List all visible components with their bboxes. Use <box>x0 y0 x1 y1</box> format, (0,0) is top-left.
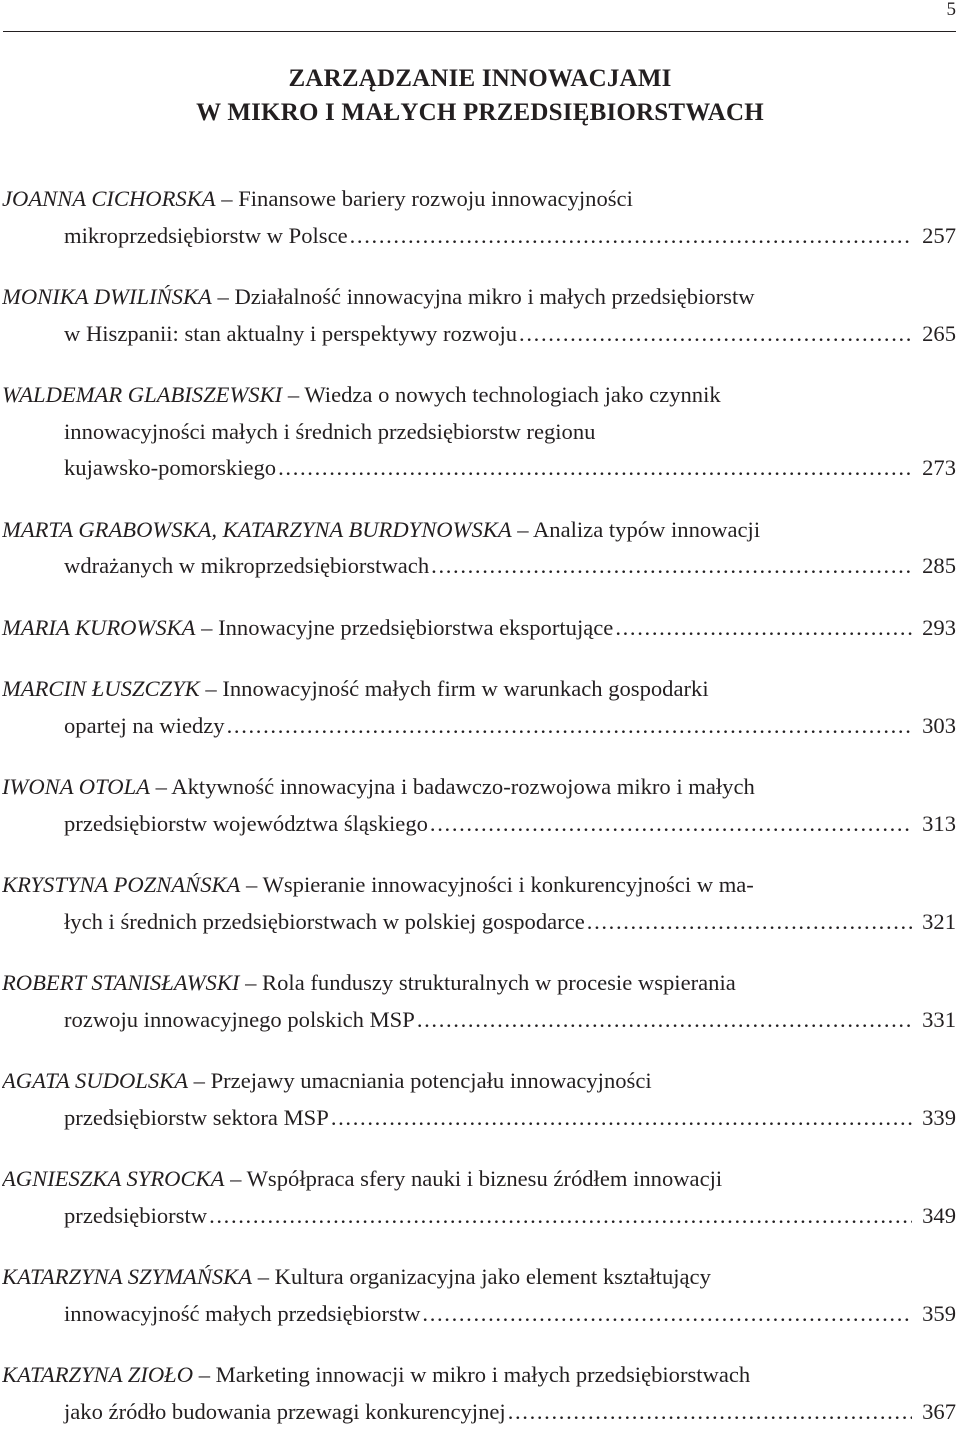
dot-leader <box>278 450 912 487</box>
toc-title-start: Aktywność innowacyjna i badawczo-rozwojowa mikro i małych <box>171 774 755 799</box>
dot-leader <box>209 1198 912 1235</box>
toc-page-number: 285 <box>922 553 956 578</box>
toc-entry-first-line: ROBERT STANISŁAWSKI – Rola funduszy strukturalnych w procesie wspierania <box>2 970 736 995</box>
toc-title-start: Finansowe bariery rozwoju innowacyjności <box>238 186 633 211</box>
toc-title-end: innowacyjność małych przedsiębiorstw <box>64 1300 421 1326</box>
dot-leader <box>615 610 912 647</box>
toc-entry[interactable] <box>0 965 960 1038</box>
toc-page-number: 273 <box>922 455 956 480</box>
toc-entry-first-line: MARTA GRABOWSKA, KATARZYNA BURDYNOWSKA – Analiza typów innowacji <box>2 516 761 542</box>
toc-entry-first-line: WALDEMAR GLABISZEWSKI – Wiedza o nowych technologiach jako czynnik <box>2 382 721 407</box>
toc-entry-last-line <box>2 1296 960 1333</box>
section-title-line-2: W MIKRO I MAŁYCH PRZEDSIĘBIORSTWACH <box>196 99 764 126</box>
toc-title-end: przedsiębiorstw województwa śląskiego <box>64 810 428 836</box>
toc-author: MARTA GRABOWSKA, KATARZYNA BURDYNOWSKA <box>2 516 512 542</box>
toc-author: MARIA KUROWSKA <box>2 614 196 640</box>
toc-page-number: 321 <box>922 908 956 934</box>
dot-leader <box>430 806 912 843</box>
toc-author: ROBERT STANISŁAWSKI <box>2 970 240 995</box>
dot-leader <box>587 904 912 941</box>
toc-entry[interactable] <box>0 181 960 254</box>
toc-author: KATARZYNA ZIOŁO <box>2 1362 194 1387</box>
toc-entry[interactable] <box>0 1357 960 1430</box>
toc-page-number: 349 <box>922 1202 956 1228</box>
toc-title-end: Innowacyjne przedsiębiorstwa eksportujące <box>218 614 614 640</box>
dot-leader <box>519 316 912 353</box>
page-number: 5 <box>946 0 956 20</box>
toc-author: IWONA OTOLA <box>2 774 150 799</box>
toc-entry-last-line <box>2 548 960 585</box>
dot-leader <box>350 218 912 255</box>
toc-author: WALDEMAR GLABISZEWSKI <box>2 382 283 407</box>
toc-entry[interactable] <box>0 1259 960 1332</box>
toc-title-start: Wiedza o nowych technologiach jako czynnik <box>304 382 721 407</box>
toc-title-end: rozwoju innowacyjnego polskich MSP <box>64 1006 415 1032</box>
toc-title-start: Działalność innowacyjna mikro i małych przedsiębiorstw <box>234 284 755 309</box>
toc-title-start: Kultura organizacyjna jako element kształtujący <box>274 1264 711 1289</box>
toc-title-end: łych i średnich przedsiębiorstwach w polskiej gospodarce <box>64 908 585 934</box>
toc-entry-last-line <box>2 610 960 647</box>
toc-entry[interactable] <box>0 279 960 352</box>
toc-title-start: Rola funduszy strukturalnych w procesie wspierania <box>262 970 736 995</box>
toc-entry-last-line <box>2 316 960 353</box>
toc-author: MONIKA DWILIŃSKA <box>2 284 212 309</box>
toc-entry-last-line <box>2 1394 960 1431</box>
toc-entry-first-line: JOANNA CICHORSKA – Finansowe bariery rozwoju innowacyjności <box>2 186 633 211</box>
toc-title-start: Przejawy umacniania potencjału innowacyjności <box>210 1068 652 1093</box>
toc-title-end: opartej na wiedzy <box>64 712 225 738</box>
toc-page-number: 257 <box>922 222 956 248</box>
dot-leader <box>508 1394 912 1431</box>
toc-page-number: 359 <box>922 1300 956 1326</box>
toc-title-end: jako źródło budowania przewagi konkurencyjnej <box>64 1398 506 1424</box>
toc-title-end: przedsiębiorstw sektora MSP <box>64 1104 329 1130</box>
toc-entry-first-line: KATARZYNA SZYMAŃSKA – Kultura organizacyjna jako element kształtujący <box>2 1264 711 1289</box>
toc-page-number: 293 <box>922 614 956 640</box>
toc-entry[interactable] <box>0 1063 960 1136</box>
dot-leader <box>431 548 912 585</box>
toc-entry[interactable] <box>0 867 960 940</box>
toc-title-start: Wspieranie innowacyjności i konkurencyjności w ma- <box>262 872 754 897</box>
toc-entry[interactable] <box>0 671 960 744</box>
toc-page-number: 265 <box>922 320 956 346</box>
toc-title-start: Analiza typów innowacji <box>532 516 761 542</box>
toc-page-number: 313 <box>922 810 956 836</box>
toc-author: KATARZYNA SZYMAŃSKA <box>2 1264 253 1289</box>
toc-title-end: w Hiszpanii: stan aktualny i perspektywy rozwoju <box>64 320 518 346</box>
toc-entry[interactable] <box>0 610 960 647</box>
toc-page-number: 367 <box>922 1398 956 1424</box>
toc-title-start: Współpraca sfery nauki i biznesu źródłem innowacji <box>246 1166 723 1191</box>
section-title-line-1: ZARZĄDZANIE INNOWACJAMI <box>288 65 672 92</box>
toc-entry-last-line <box>2 218 960 255</box>
toc-entry-last-line <box>2 450 960 487</box>
toc-page-number: 331 <box>922 1006 956 1032</box>
toc-entry-last-line <box>2 1198 960 1235</box>
toc-entry[interactable] <box>0 769 960 842</box>
table-of-contents <box>0 181 960 1455</box>
dot-leader <box>422 1296 912 1333</box>
toc-entry[interactable] <box>0 1161 960 1234</box>
toc-title-end: kujawsko-pomorskiego <box>64 455 277 480</box>
toc-title-start: Marketing innowacji w mikro i małych przedsiębiorstwach <box>215 1362 751 1387</box>
toc-entry-last-line <box>2 1100 960 1137</box>
dot-leader <box>331 1100 912 1137</box>
toc-author: MARCIN ŁUSZCZYK <box>2 676 200 701</box>
toc-entry-first-line: AGATA SUDOLSKA – Przejawy umacniania potencjału innowacyjności <box>2 1068 652 1093</box>
dot-leader <box>227 708 912 745</box>
toc-page-number: 303 <box>922 712 956 738</box>
toc-author: AGNIESZKA SYROCKA <box>2 1166 225 1191</box>
toc-entry-last-line <box>2 806 960 843</box>
toc-title-end: przedsiębiorstw <box>64 1202 208 1228</box>
toc-entry[interactable] <box>0 512 960 585</box>
toc-entry[interactable] <box>0 377 960 487</box>
toc-title-start: Innowacyjność małych firm w warunkach gospodarki <box>222 676 709 701</box>
toc-entry-last-line <box>2 904 960 941</box>
toc-entry-first-line: KATARZYNA ZIOŁO – Marketing innowacji w mikro i małych przedsiębiorstwach <box>2 1362 751 1387</box>
toc-entry-first-line: MONIKA DWILIŃSKA – Działalność innowacyjna mikro i małych przedsiębiorstw <box>2 284 755 309</box>
toc-entry-last-line <box>2 1002 960 1039</box>
toc-entry-text: MARIA KUROWSKA – Innowacyjne przedsiębiorstwa eksportujące <box>2 614 614 640</box>
toc-entry-first-line: MARCIN ŁUSZCZYK – Innowacyjność małych firm w warunkach gospodarki <box>2 676 709 701</box>
header-rule <box>3 31 956 32</box>
toc-entry-middle-line: innowacyjności małych i średnich przedsiębiorstw regionu <box>64 418 596 444</box>
toc-title-end: mikroprzedsiębiorstw w Polsce <box>64 222 348 248</box>
toc-title-end: wdrażanych w mikroprzedsiębiorstwach <box>64 553 430 578</box>
toc-entry-last-line <box>2 708 960 745</box>
toc-author: KRYSTYNA POZNAŃSKA <box>2 872 241 897</box>
toc-author: AGATA SUDOLSKA <box>2 1068 188 1093</box>
toc-author: JOANNA CICHORSKA <box>2 186 216 211</box>
toc-page-number: 339 <box>922 1104 956 1130</box>
toc-entry-first-line: AGNIESZKA SYROCKA – Współpraca sfery nauki i biznesu źródłem innowacji <box>2 1166 723 1191</box>
toc-entry-first-line: IWONA OTOLA – Aktywność innowacyjna i badawczo-rozwojowa mikro i małych <box>2 774 755 799</box>
toc-entry-first-line: KRYSTYNA POZNAŃSKA – Wspieranie innowacyjności i konkurencyjności w ma- <box>2 872 754 897</box>
dot-leader <box>417 1002 912 1039</box>
section-title <box>0 62 960 130</box>
